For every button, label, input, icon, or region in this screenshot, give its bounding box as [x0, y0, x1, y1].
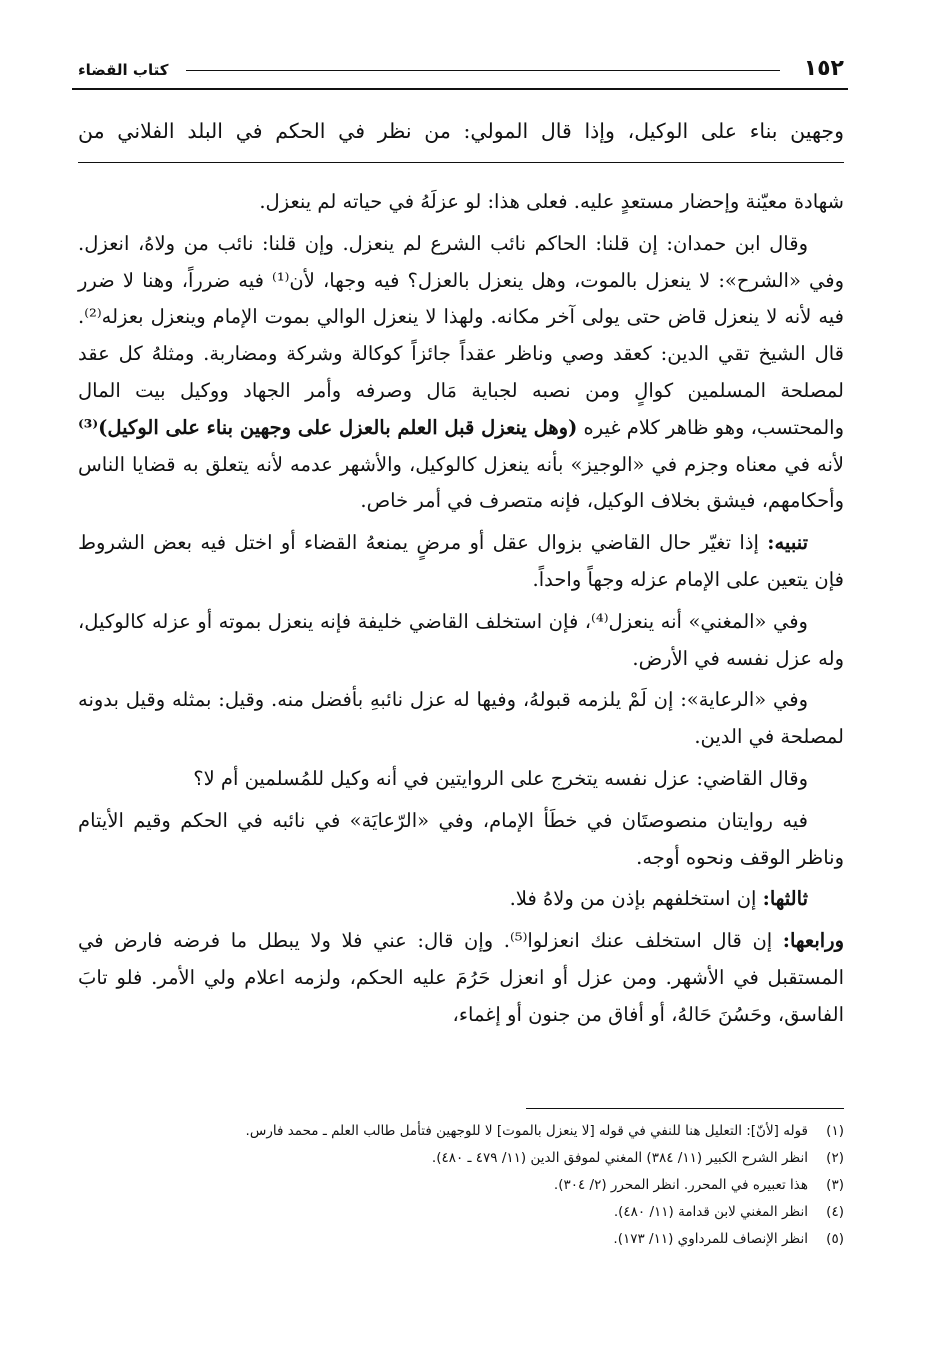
paragraph-text: لأنه في معناه وجزم في «الوجيز» بأنه ينعزل كالوكيل، والأشهر عدمه لأنه يتعلق به قضايا الناس وأحكامهم، فيشق بخلاف الوكيل، فإنه متصرف في أمر خاص. — [78, 452, 844, 513]
bold-matn-text: (وهل ينعزل قبل العلم بالعزل على وجهين بناء على الوكيل)⁽³⁾ — [77, 415, 578, 439]
footnote-number: (٢) — [826, 1150, 844, 1166]
paragraph: وفي «الرعاية»: إن لَمْ يلزمه قبولهُ، وفيها له عزل نائبهِ بأفضل منه. وقيل: بمثله وقيل بدونه لمصلحة في الدين. — [78, 688, 844, 749]
header-rule — [72, 88, 848, 90]
page-number: ١٥٢ — [803, 56, 844, 81]
footnote-item — [78, 1145, 844, 1172]
main-text — [78, 184, 844, 1039]
footnote-number: (٣) — [826, 1177, 844, 1193]
paragraph: شهادة معيّنة وإحضار مستعدٍ عليه. فعلى هذا: لو عزلَهُ في حياته لم ينعزل. — [259, 190, 844, 213]
footnote-item — [78, 1172, 844, 1199]
paragraph — [78, 226, 844, 520]
note-heading: تنبيه: — [767, 531, 809, 555]
footnote-divider — [526, 1108, 844, 1109]
footnote-item — [78, 1226, 844, 1253]
section-heading: ورابعها: — [782, 929, 845, 953]
paragraph — [78, 881, 844, 918]
paragraph: وقال القاضي: عزل نفسه يتخرج على الروايتين في أنه وكيل للمُسلمين أم لا؟ — [193, 766, 808, 790]
footnote-number: (١) — [826, 1123, 844, 1139]
footnote-text: انظر المغني لابن قدامة (١١/ ٤٨٠). — [613, 1204, 808, 1220]
header-line — [186, 70, 780, 71]
paragraph-text: إن استخلفهم بإذن من ولاهُ فلا. — [509, 887, 757, 911]
section-heading: ثالثها: — [762, 887, 808, 911]
paragraph — [78, 525, 844, 599]
paragraph — [78, 923, 844, 1033]
footnote-number: (٥) — [826, 1231, 844, 1247]
paragraph: وفي «المغني» أنه ينعزل⁽⁴⁾، فإن استخلف القاضي خليفة فإنه ينعزل بموته أو عزله كالوكيل، وله عزل نفسه في الأرض. — [78, 609, 844, 670]
paragraph-text: إذا تغيّر حال القاضي بزوال عقل أو مرضٍ يمنعهُ القضاء أو اختل فيه بعض الشروط فإن يتعين على الإمام عزله وجهاً واحداً. — [78, 531, 844, 591]
text-divider — [78, 162, 844, 163]
paragraph: فيه روايتان منصوصتَان في خطَأ الإمام، وفي «الرّعايَة» في نائبه في الحكم وقيم الأيتام وناظر الوقف ونحوه أوجه. — [78, 808, 844, 869]
paragraph-text: إن قال استخلف عنك انعزلوا⁽⁵⁾. وإن قال: عني فلا ولا يبطل ما فرضه فارض في المستقبل في الأشهر. ومن عزل أو انعزل حَرُمَ عليه الحكم، ولزمه اعلام ولي الأمر. فلو تابَ الفاسق، وحَسُنَ حَالهُ، أو أفاق من جنون أو إغماء، — [78, 929, 844, 1026]
footnotes — [78, 1118, 844, 1253]
footnote-text: انظر الإنصاف للمرداوي (١١/ ١٧٣). — [613, 1231, 808, 1247]
page-header — [78, 56, 844, 86]
footnote-item — [78, 1199, 844, 1226]
paragraph-text: وقال ابن حمدان: إن قلنا: الحاكم نائب الشرع لم ينعزل. وإن قلنا: نائب من ولاهُ، انعزل. وفي «الشرح»: لا ينعزل بالموت، وهل ينعزل بالعزل؟ فيه وجها، لأن⁽¹⁾ فيه ضرراً، وهنا لا ضرر فيه لأنه لا ينعزل قاض حتى يولى آخر مكانه. ولهذا لا ينعزل الوالي بموت الإمام وينعزل بعزله⁽²⁾. قال الشيخ تقي الدين: كعقد وصي وناظر عقداً جائزاً كوكالة وشركة ومضاربة. ومثلهُ كل عقد لمصلحة المسلمين كوالٍ ومن نصبه لجباية مَال وصرفه وأمر الجهاد ووكيل بيت المال والمحتسب، وهو ظاهر كلام غيره — [78, 231, 844, 439]
footnote-text: قوله [لأنّ]: التعليل هنا للنفي في قوله [لا ينعزل بالموت] لا للوجهين فتأمل طالب العلم ـ محمد فارس. — [245, 1123, 808, 1139]
footnote-text: انظر الشرح الكبير (١١/ ٣٨٤) المغني لموفق الدين (١١/ ٤٧٩ ـ ٤٨٠). — [431, 1150, 808, 1166]
footnote-item — [78, 1118, 844, 1145]
footnote-number: (٤) — [826, 1204, 844, 1220]
footnote-text: هذا تعبيره في المحرر. انظر المحرر (٢/ ٣٠٤). — [553, 1177, 808, 1193]
book-title: كتاب القضاء — [78, 61, 169, 79]
top-text-line: وجهين بناء على الوكيل، وإذا قال المولي: من نظر في الحكم في البلد الفلاني من — [78, 119, 844, 143]
